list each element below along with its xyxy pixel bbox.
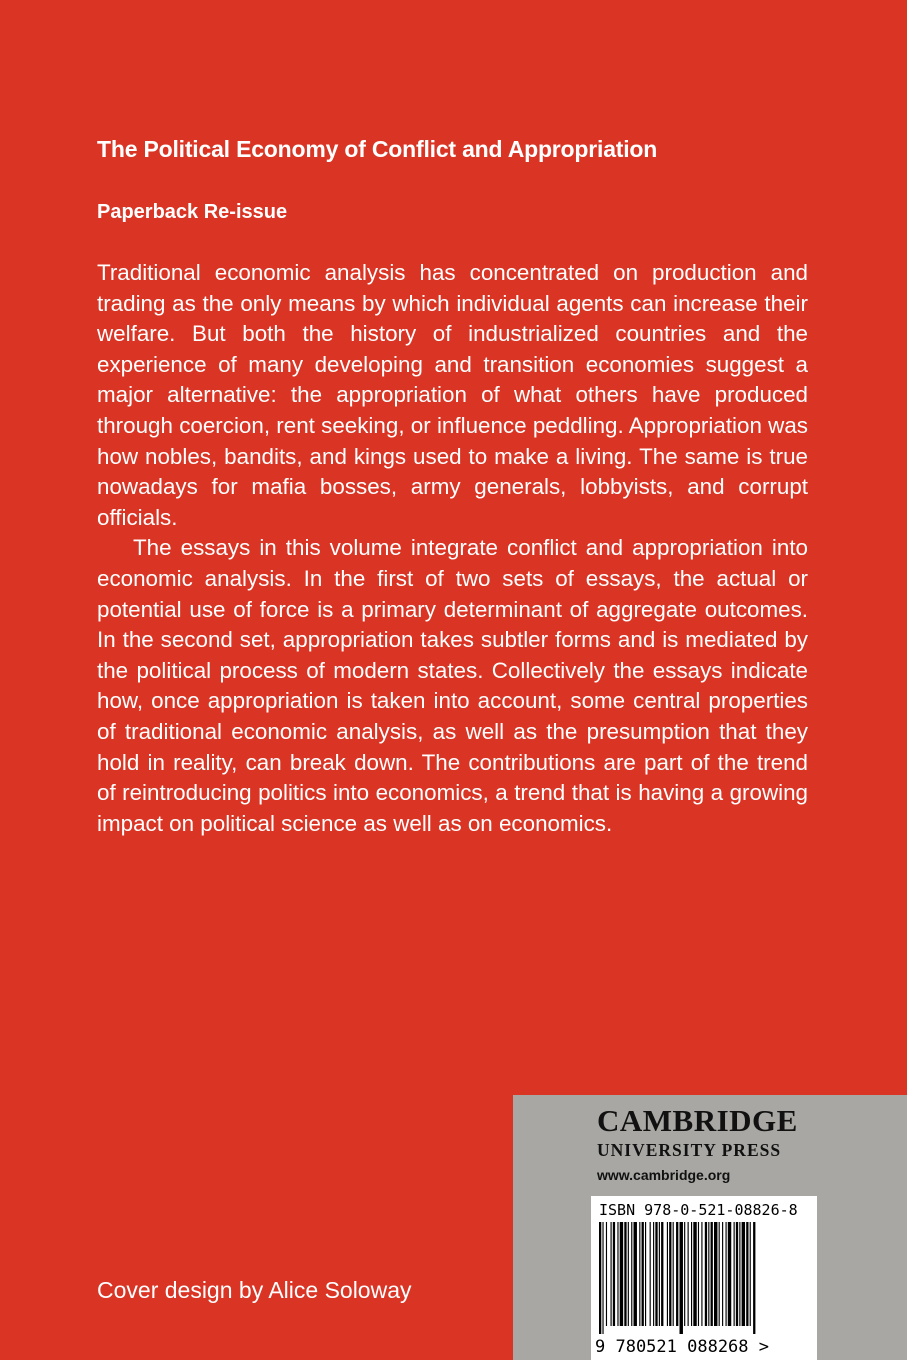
publisher-subname: UNIVERSITY PRESS <box>597 1140 782 1160</box>
cover-credit: Cover design by Alice Soloway <box>97 1277 412 1303</box>
barcode-digits: 9 780521 088268 > <box>595 1337 769 1357</box>
barcode-panel <box>591 1196 817 1360</box>
publisher-url: www.cambridge.org <box>597 1167 731 1183</box>
blurb-paragraph-2: The essays in this volume integrate conflict and appropriation into economic analysis. In the first of two sets of essays, the actual or potential use of force is a primary determinant of aggregate outcomes. In the second set, appropriation takes subtler forms and is mediated by the political process of modern states. Collectively the essays indicate how, once appropriation is taken into account, some central properties of traditional economic analysis, as well as the presumption that they hold in reality, can break down. The contributions are part of the trend of reintroducing politics into economics, a trend that is having a growing impact on political science as well as on economics. <box>97 535 808 836</box>
barcode-image <box>591 1196 817 1360</box>
blurb <box>97 258 808 839</box>
publisher-panel <box>513 1095 907 1360</box>
blurb-paragraph-1: Traditional economic analysis has concentrated on production and trading as the only means by which individual agents can increase their welfare. But both the history of industrialized countries and the experience of many developing and transition economies suggest a major alternative: the appropriation of what others have produced through coercion, rent seeking, or influence peddling. Appropriation was how nobles, bandits, and kings used to make a living. The same is true nowadays for mafia bosses, army generals, lobbyists, and corrupt officials. <box>97 260 808 530</box>
edition-label: Paperback Re-issue <box>97 201 288 223</box>
book-title: The Political Economy of Conflict and Appropriation <box>97 136 658 162</box>
isbn-label: ISBN 978-0-521-08826-8 <box>599 1201 798 1219</box>
publisher-name: CAMBRIDGE <box>597 1103 798 1138</box>
